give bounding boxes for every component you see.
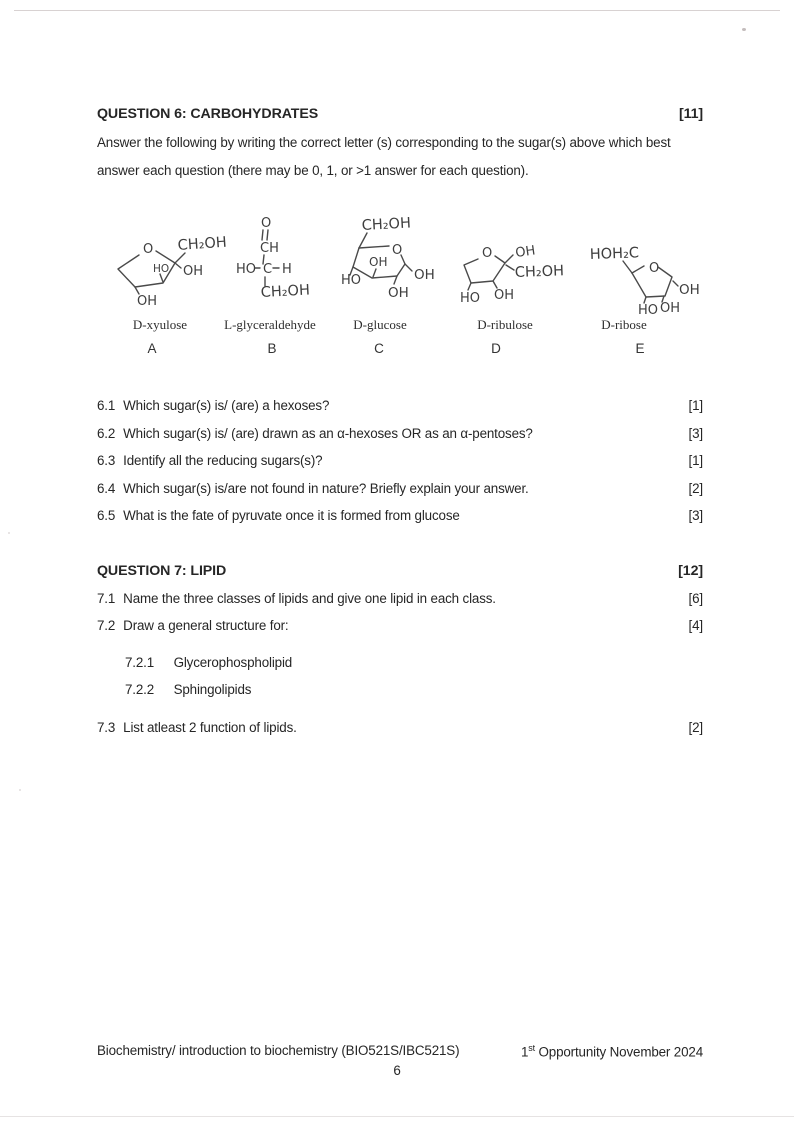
footer-course-title: Biochemistry/ introduction to biochemistry (BIO521S/IBC521S) bbox=[97, 1043, 460, 1058]
question-marks: [4] bbox=[688, 618, 703, 633]
central-carbon-label: C bbox=[263, 262, 273, 277]
question-row-6-1 bbox=[97, 398, 703, 413]
ch2oh-label: CH₂OH bbox=[177, 234, 228, 254]
bond-oh-right bbox=[405, 264, 412, 271]
h-label: H bbox=[282, 262, 292, 277]
molecule-letter-b: B bbox=[267, 341, 277, 356]
question-number: 6.1 bbox=[97, 398, 116, 413]
bond-ho-left bbox=[468, 283, 471, 290]
molecule-letter-a: A bbox=[147, 341, 157, 356]
bond-ch2oh bbox=[359, 233, 367, 248]
footer-session-ordinal: st bbox=[528, 1043, 535, 1053]
ch2oh-label: CH₂OH bbox=[361, 215, 412, 234]
question-number: 6.5 bbox=[97, 508, 116, 523]
question-row-6-5 bbox=[97, 508, 703, 523]
question-row-7-2 bbox=[97, 618, 703, 633]
question-marks: [6] bbox=[688, 591, 703, 606]
structure-d-ribose bbox=[585, 240, 710, 322]
question-number: 6.2 bbox=[97, 426, 116, 441]
question-text: Which sugar(s) is/are not found in nature? Briefly explain your answer. bbox=[123, 481, 529, 496]
scan-artifact-bottom-line bbox=[0, 1116, 794, 1117]
molecule-letter-c: C bbox=[374, 341, 384, 356]
ho-label: HO bbox=[236, 262, 257, 277]
question-marks: [3] bbox=[688, 508, 703, 523]
scan-speck bbox=[19, 789, 21, 791]
question-row-6-2 bbox=[97, 426, 703, 441]
question6-title: QUESTION 6: CARBOHYDRATES bbox=[97, 106, 319, 122]
question-marks: [3] bbox=[688, 426, 703, 441]
bond-oh-inner bbox=[373, 269, 376, 277]
molecule-name: L-glyceraldehyde bbox=[224, 317, 316, 332]
bond-oh-right bbox=[673, 281, 678, 286]
question-text: What is the fate of pyruvate once it is formed from glucose bbox=[123, 508, 460, 523]
footer-session-rest: Opportunity November 2024 bbox=[534, 1044, 703, 1060]
oh-right-label: OH bbox=[414, 267, 435, 283]
ring-oxygen-label: O bbox=[143, 242, 154, 257]
double-bond-2 bbox=[267, 230, 268, 240]
molecule-name: D-ribulose bbox=[477, 317, 533, 332]
molecule-name: D-xyulose bbox=[132, 317, 188, 332]
ch-label: CH bbox=[260, 241, 279, 256]
bond-ch2oh bbox=[506, 265, 514, 270]
carbonyl-oxygen-label: O bbox=[261, 216, 272, 231]
question7-header bbox=[97, 563, 703, 579]
question6-intro-line2: answer each question (there may be 0, 1, or >1 answer for each question). bbox=[97, 163, 529, 178]
bond-ho-inner bbox=[160, 274, 163, 282]
bond-oh-bottom bbox=[493, 281, 497, 288]
molecule-name: D-ribose bbox=[601, 317, 647, 332]
question-number: 6.4 bbox=[97, 481, 116, 496]
oh-bottom-label: OH bbox=[660, 301, 681, 316]
subitem-text: Sphingolipids bbox=[173, 682, 252, 697]
question-text: List atleast 2 function of lipids. bbox=[123, 720, 297, 735]
ring-oxygen-label: O bbox=[392, 243, 403, 258]
scan-speck bbox=[742, 28, 746, 31]
question-number: 7.1 bbox=[97, 591, 116, 606]
bond-ch2oh bbox=[175, 253, 185, 263]
question7-title: QUESTION 7: LIPID bbox=[97, 563, 227, 579]
oh-top-label: OH bbox=[514, 243, 537, 261]
question-row-6-3 bbox=[97, 453, 703, 468]
structure-l-glyceraldehyde bbox=[233, 206, 333, 314]
oh-right-label: OH bbox=[679, 282, 700, 298]
question-text: Which sugar(s) is/ (are) a hexoses? bbox=[123, 398, 330, 413]
oh-bottom-label: OH bbox=[137, 294, 158, 309]
question-row-7-3 bbox=[97, 720, 703, 735]
oh-right-label: OH bbox=[183, 264, 204, 279]
ch2oh-label: CH₂OH bbox=[260, 282, 311, 301]
question-marks: [1] bbox=[688, 398, 703, 413]
question-text: Which sugar(s) is/ (are) drawn as an α-hexoses OR as an α-pentoses? bbox=[123, 426, 533, 441]
question-number: 6.3 bbox=[97, 453, 116, 468]
question-number: 7.3 bbox=[97, 720, 116, 735]
oh-inner-label: OH bbox=[369, 255, 388, 269]
bond-oh-top bbox=[505, 255, 513, 263]
question-text: Identify all the reducing sugars(s)? bbox=[123, 453, 323, 468]
question-number: 7.2 bbox=[97, 618, 116, 633]
structure-d-xyulose bbox=[112, 226, 237, 321]
question6-header bbox=[97, 106, 703, 122]
footer-page-number: 6 bbox=[393, 1063, 401, 1078]
structure-d-glucose bbox=[337, 206, 452, 318]
molecule-name: D-glucose bbox=[353, 317, 407, 332]
ch2oh-label: CH₂OH bbox=[514, 263, 565, 281]
ring-oxygen-label: O bbox=[482, 246, 493, 261]
subitem-row-7-2-1 bbox=[125, 655, 292, 670]
structure-d-ribulose bbox=[450, 235, 575, 315]
ring-top bbox=[359, 246, 389, 248]
question-marks: [2] bbox=[688, 720, 703, 735]
bond-hoh2c bbox=[623, 261, 632, 273]
footer-exam-session bbox=[521, 1043, 703, 1059]
ho-inner-label: HO bbox=[153, 263, 170, 275]
question-row-7-1 bbox=[97, 591, 703, 606]
oh-bottom-label: OH bbox=[494, 288, 515, 303]
double-bond-1 bbox=[262, 230, 263, 240]
subitem-row-7-2-2 bbox=[125, 682, 251, 697]
subitem-number: 7.2.1 bbox=[125, 655, 155, 670]
oh-bottom-label: OH bbox=[388, 285, 409, 301]
molecule-letter-d: D bbox=[491, 341, 501, 356]
ho-left-label: HO bbox=[460, 291, 481, 306]
ho-bottom-label: HO bbox=[638, 303, 659, 318]
subitem-text: Glycerophospholipid bbox=[173, 655, 293, 670]
ring-oxygen-label: O bbox=[649, 261, 660, 276]
question-text: Name the three classes of lipids and give one lipid in each class. bbox=[123, 591, 496, 606]
question-text: Draw a general structure for: bbox=[123, 618, 289, 633]
question-marks: [2] bbox=[688, 481, 703, 496]
ho-left-label: HO bbox=[341, 273, 362, 288]
question6-total-marks: [11] bbox=[678, 106, 703, 122]
scan-artifact-top-line bbox=[14, 10, 780, 11]
question6-intro-line1: Answer the following by writing the correct letter (s) corresponding to the sugar(s) above which best bbox=[97, 135, 671, 150]
bond-oh-bottom bbox=[135, 287, 139, 294]
question-marks: [1] bbox=[688, 453, 703, 468]
bond-oh-bottom bbox=[394, 276, 397, 284]
subitem-number: 7.2.2 bbox=[125, 682, 155, 697]
scan-speck bbox=[8, 532, 10, 534]
footer-session-prefix: 1 bbox=[520, 1044, 529, 1060]
ring-left-top bbox=[632, 266, 644, 273]
molecule-letter-e: E bbox=[635, 341, 645, 356]
bond-oh-right bbox=[175, 263, 181, 268]
question7-total-marks: [12] bbox=[678, 563, 703, 579]
hoh2c-label: HOH₂C bbox=[589, 245, 640, 263]
question-row-6-4 bbox=[97, 481, 703, 496]
